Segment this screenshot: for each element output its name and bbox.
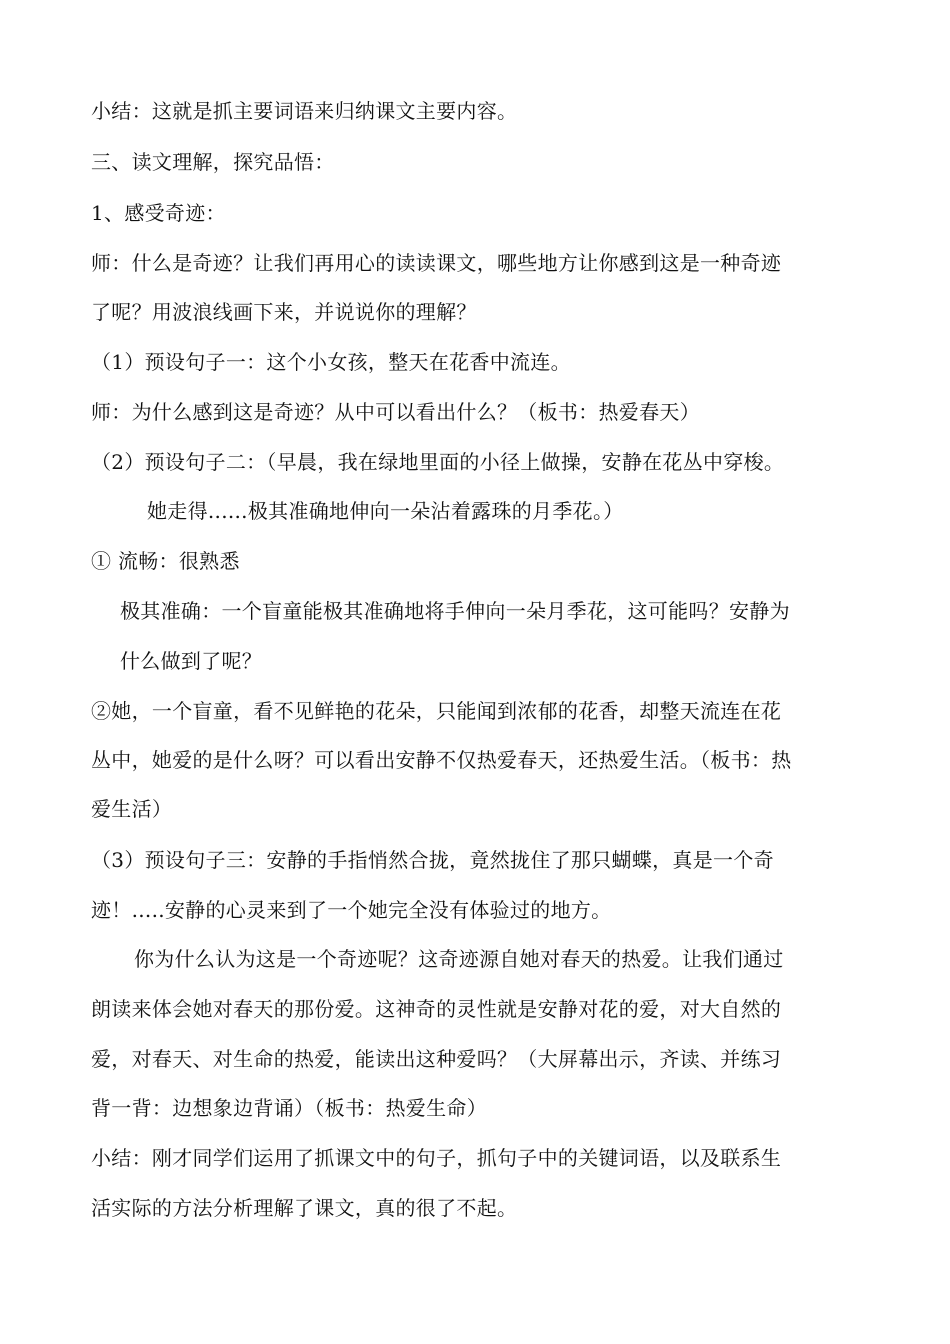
summary-line-2: 活实际的方法分析理解了课文，真的很了不起。 bbox=[91, 1196, 518, 1220]
subheading-1: 1、感受奇迹： bbox=[91, 201, 226, 225]
point-1-line: ① 流畅：很熟悉 bbox=[91, 549, 240, 573]
section-heading-3: 三、读文理解，探究品悟： bbox=[91, 150, 335, 174]
point-2-line: ②她，一个盲童，看不见鲜艳的花朵，只能闻到浓郁的花香，却整天流连在花 bbox=[91, 699, 782, 723]
sentence-2-line: 她走得......极其准确地伸向一朵沾着露珠的月季花。） bbox=[147, 499, 624, 523]
paragraph-line: 什么做到了呢？ bbox=[120, 649, 263, 673]
paragraph-line: 丛中，她爱的是什么呀？可以看出安静不仅热爱春天，还热爱生活。（板书：热 bbox=[91, 748, 792, 772]
sentence-3-line: （3）预设句子三：安静的手指悄然合拢，竟然拢住了那只蝴蝶，真是一个奇 bbox=[91, 848, 774, 872]
summary-line-1: 小结：这就是抓主要词语来归纳课文主要内容。 bbox=[91, 99, 518, 123]
paragraph-line: 迹！.....安静的心灵来到了一个她完全没有体验过的地方。 bbox=[91, 898, 612, 922]
paragraph-line: 爱，对春天、对生命的热爱，能读出这种爱吗？（大屏幕出示，齐读、并练习 bbox=[91, 1047, 782, 1071]
sentence-2-line: （2）预设句子二：（早晨，我在绿地里面的小径上做操，安静在花丛中穿梭。 bbox=[91, 450, 785, 474]
paragraph-line: 爱生活） bbox=[91, 797, 173, 821]
paragraph-line: 师：为什么感到这是奇迹？从中可以看出什么？（板书：热爱春天） bbox=[91, 400, 700, 424]
paragraph-line: 背一背：边想象边背诵）（板书：热爱生命） bbox=[91, 1096, 487, 1120]
paragraph-line: 师：什么是奇迹？让我们再用心的读读课文，哪些地方让你感到这是一种奇迹 bbox=[91, 251, 782, 275]
paragraph-line: 你为什么认为这是一个奇迹呢？这奇迹源自她对春天的热爱。让我们通过 bbox=[134, 947, 784, 971]
paragraph-line: 极其准确：一个盲童能极其准确地将手伸向一朵月季花，这可能吗？安静为 bbox=[120, 599, 790, 623]
paragraph-line: 朗读来体会她对春天的那份爱。这神奇的灵性就是安静对花的爱，对大自然的 bbox=[91, 997, 782, 1021]
sentence-1-line: （1）预设句子一：这个小女孩，整天在花香中流连。 bbox=[91, 350, 571, 374]
paragraph-line: 了呢？用波浪线画下来，并说说你的理解？ bbox=[91, 300, 477, 324]
summary-line-2: 小结：刚才同学们运用了抓课文中的句子，抓句子中的关键词语，以及联系生 bbox=[91, 1146, 782, 1170]
